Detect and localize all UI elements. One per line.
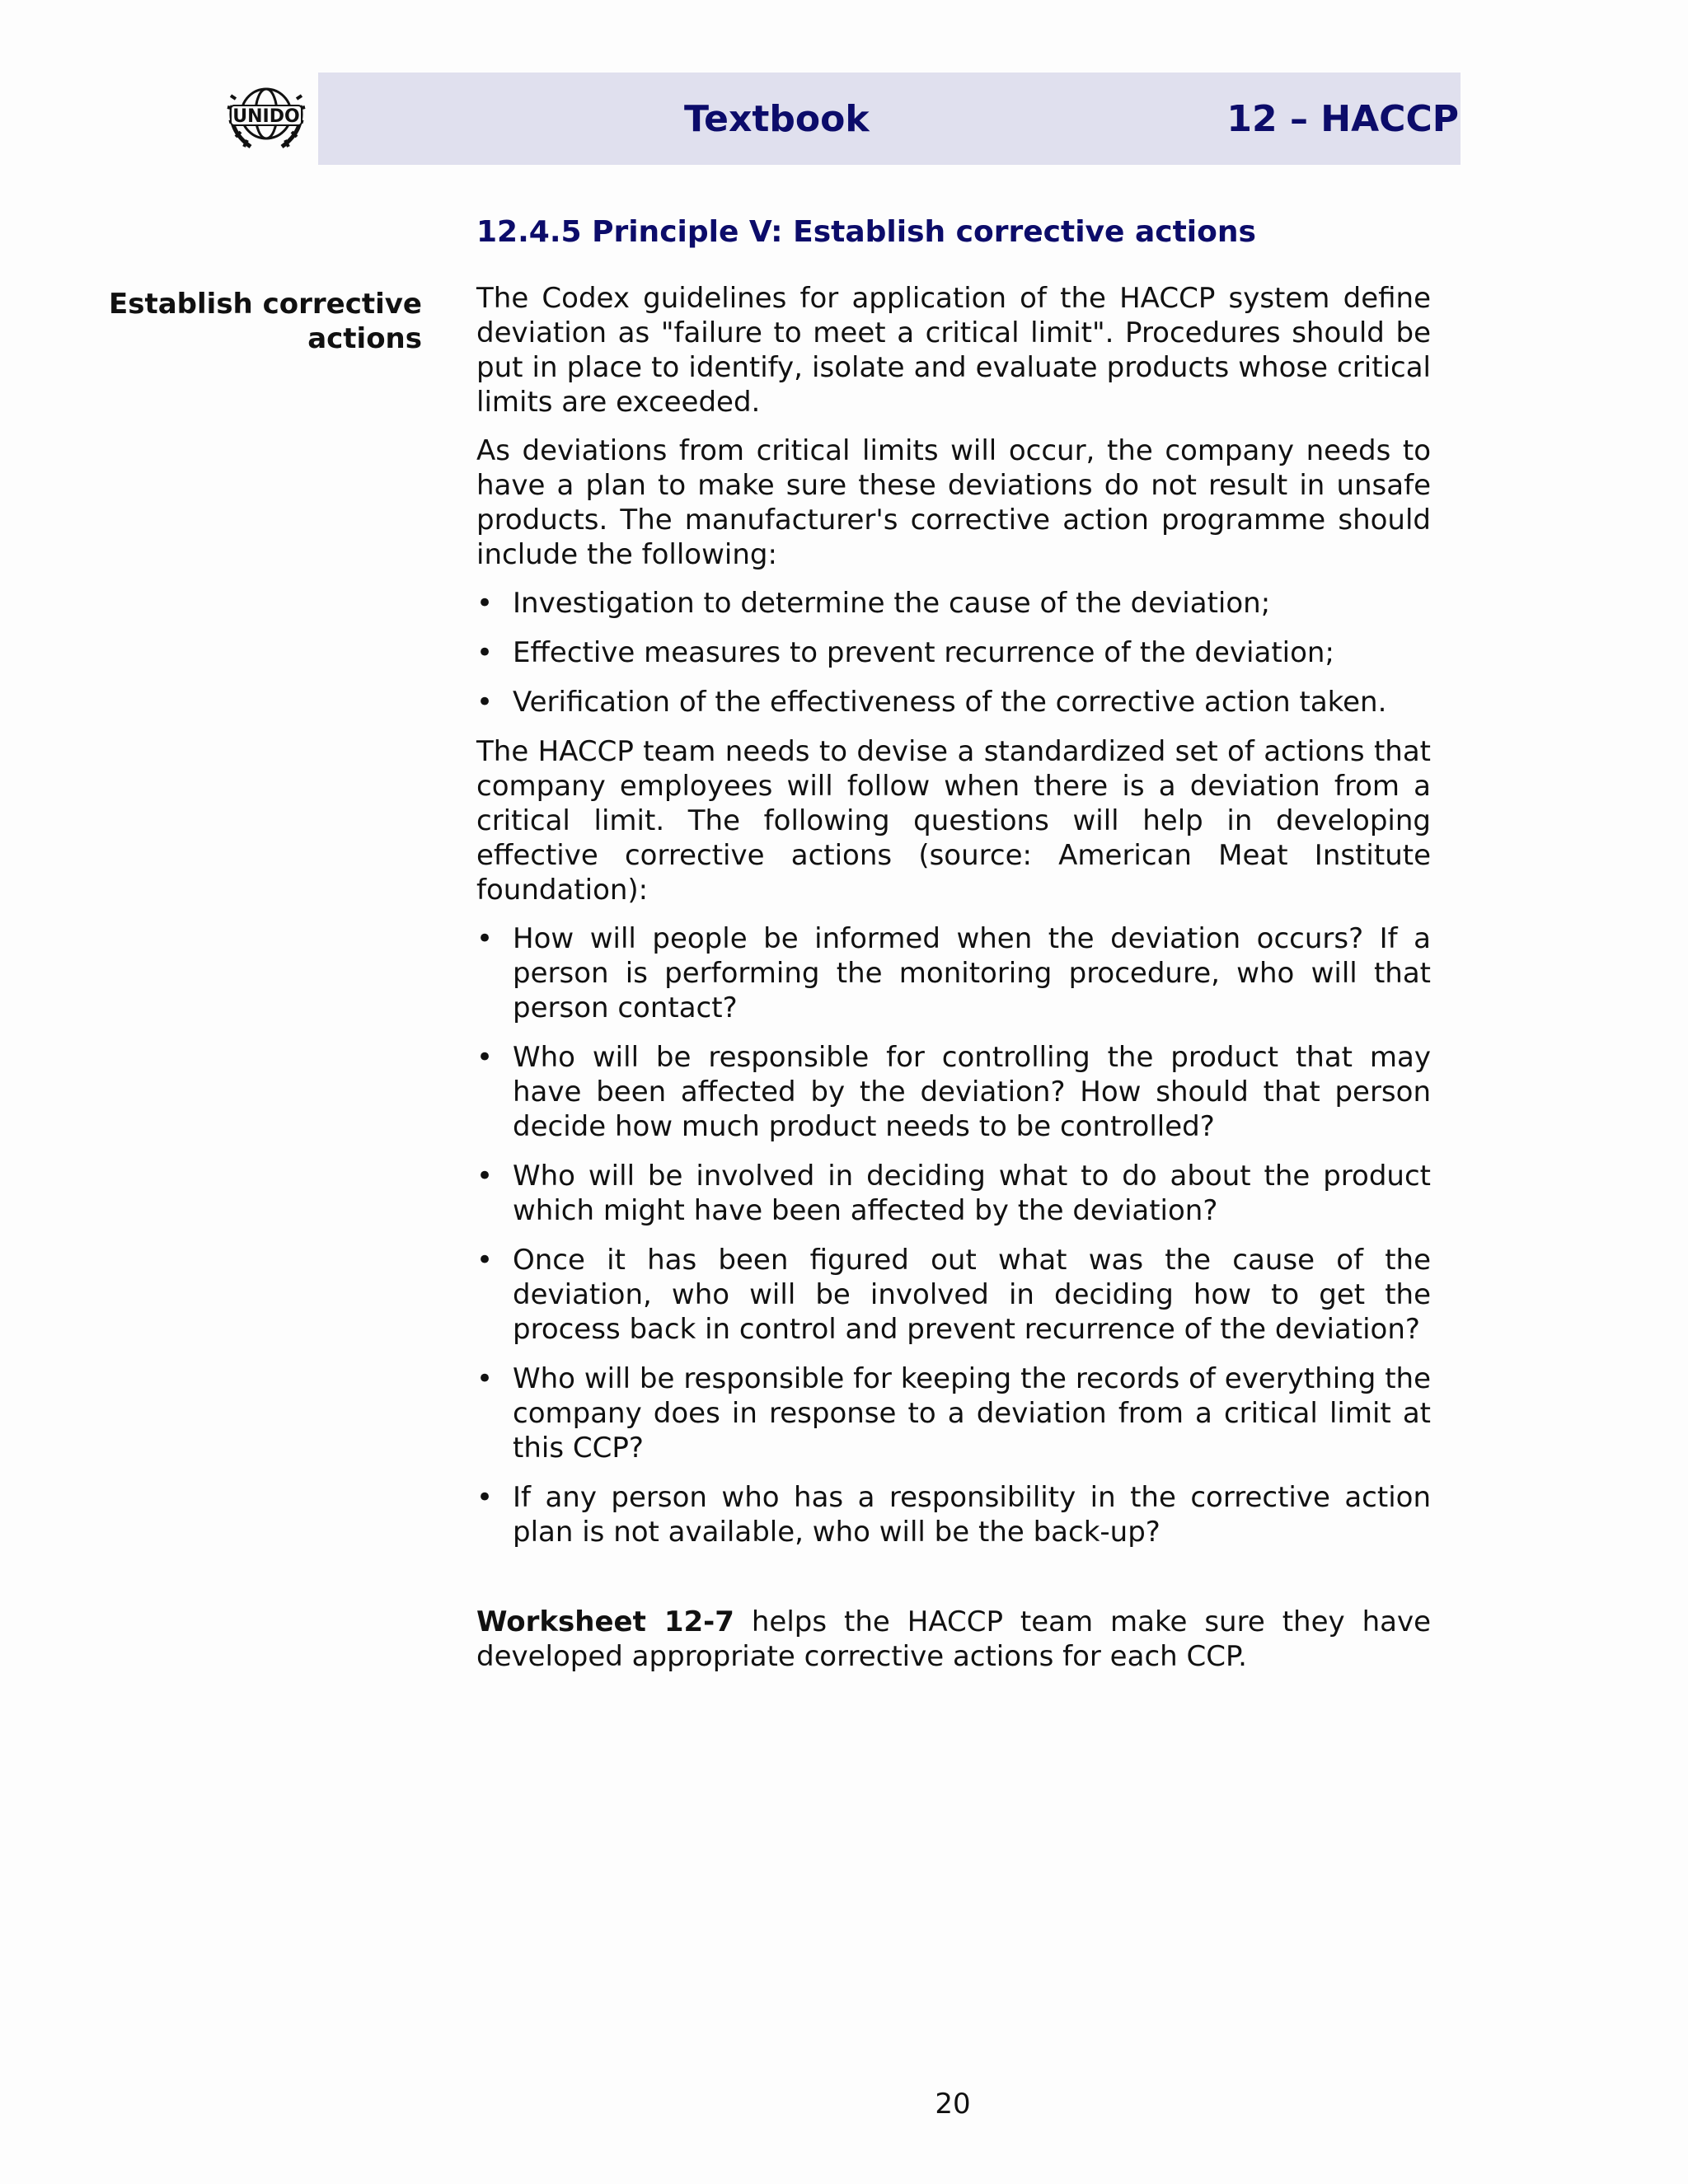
margin-note: Establish corrective actions xyxy=(109,288,422,355)
bullet-icon: • xyxy=(476,686,494,719)
programme-list xyxy=(476,586,1431,719)
list-item: • How will people be informed when the deviation occurs? If a person is performing the monitoring procedure, who will that person contact? xyxy=(476,922,1431,1024)
paragraph-haccp-team: The HACCP team needs to devise a standardized set of actions that company employees will follow when there is a deviation from a critical limit. The following questions will help in developing effective corrective actions (source: American Meat Institute foundation): xyxy=(476,735,1431,907)
list-item: • Who will be involved in deciding what to do about the product which might have been affected by the deviation? xyxy=(476,1160,1431,1227)
list-item: • Investigation to determine the cause of the deviation; xyxy=(476,587,1271,620)
bullet-icon: • xyxy=(476,1481,494,1514)
list-item: • If any person who has a responsibility in the corrective action plan is not available, who will be the back-up? xyxy=(476,1481,1431,1549)
header-title: Textbook xyxy=(684,98,870,140)
bullet-icon: • xyxy=(476,1160,494,1193)
section-heading: 12.4.5 Principle V: Establish corrective actions xyxy=(476,215,1256,249)
paragraph-codex-deviation: The Codex guidelines for application of the HACCP system define deviation as "failure to meet a critical limit". Procedures should be put in place to identify, isolate and evaluate products whose critical limits are exceeded. xyxy=(476,282,1431,419)
bullet-icon: • xyxy=(476,636,494,669)
list-item: • Verification of the effectiveness of the corrective action taken. xyxy=(476,686,1387,719)
bullet-icon: • xyxy=(476,1041,494,1074)
bullet-icon: • xyxy=(476,1362,494,1395)
bullet-icon: • xyxy=(476,922,494,955)
svg-text:UNIDO: UNIDO xyxy=(232,106,300,127)
worksheet-reference: Worksheet 12-7 xyxy=(476,1605,734,1638)
paragraph-corrective-programme: As deviations from critical limits will occur, the company needs to have a plan to make sure these deviations do not result in unsafe products. The manufacturer's corrective action programme should include the following: xyxy=(476,434,1431,571)
bullet-icon: • xyxy=(476,587,494,620)
worksheet-text: helps the HACCP team make sure they have developed appropriate corrective actions for each CCP. xyxy=(476,1605,1431,1673)
list-item: • Effective measures to prevent recurrence of the deviation; xyxy=(476,636,1334,669)
page-number: 20 xyxy=(935,2088,971,2121)
bullet-icon: • xyxy=(476,1244,494,1277)
list-item: • Who will be responsible for controlling the product that may have been affected by the deviation? How should that person decide how much product needs to be controlled? xyxy=(476,1041,1431,1143)
main-content xyxy=(476,281,1431,1688)
unido-logo xyxy=(221,81,312,157)
chapter-title: 12 – HACCP xyxy=(1226,98,1459,140)
list-item: • Who will be responsible for keeping the records of everything the company does in response to a deviation from a critical limit at this CCP? xyxy=(476,1362,1431,1465)
questions-list xyxy=(476,921,1431,1549)
list-item: • Once it has been figured out what was the cause of the deviation, who will be involved in deciding how to get the process back in control and prevent recurrence of the deviation? xyxy=(476,1244,1431,1346)
paragraph-worksheet xyxy=(476,1605,1431,1674)
